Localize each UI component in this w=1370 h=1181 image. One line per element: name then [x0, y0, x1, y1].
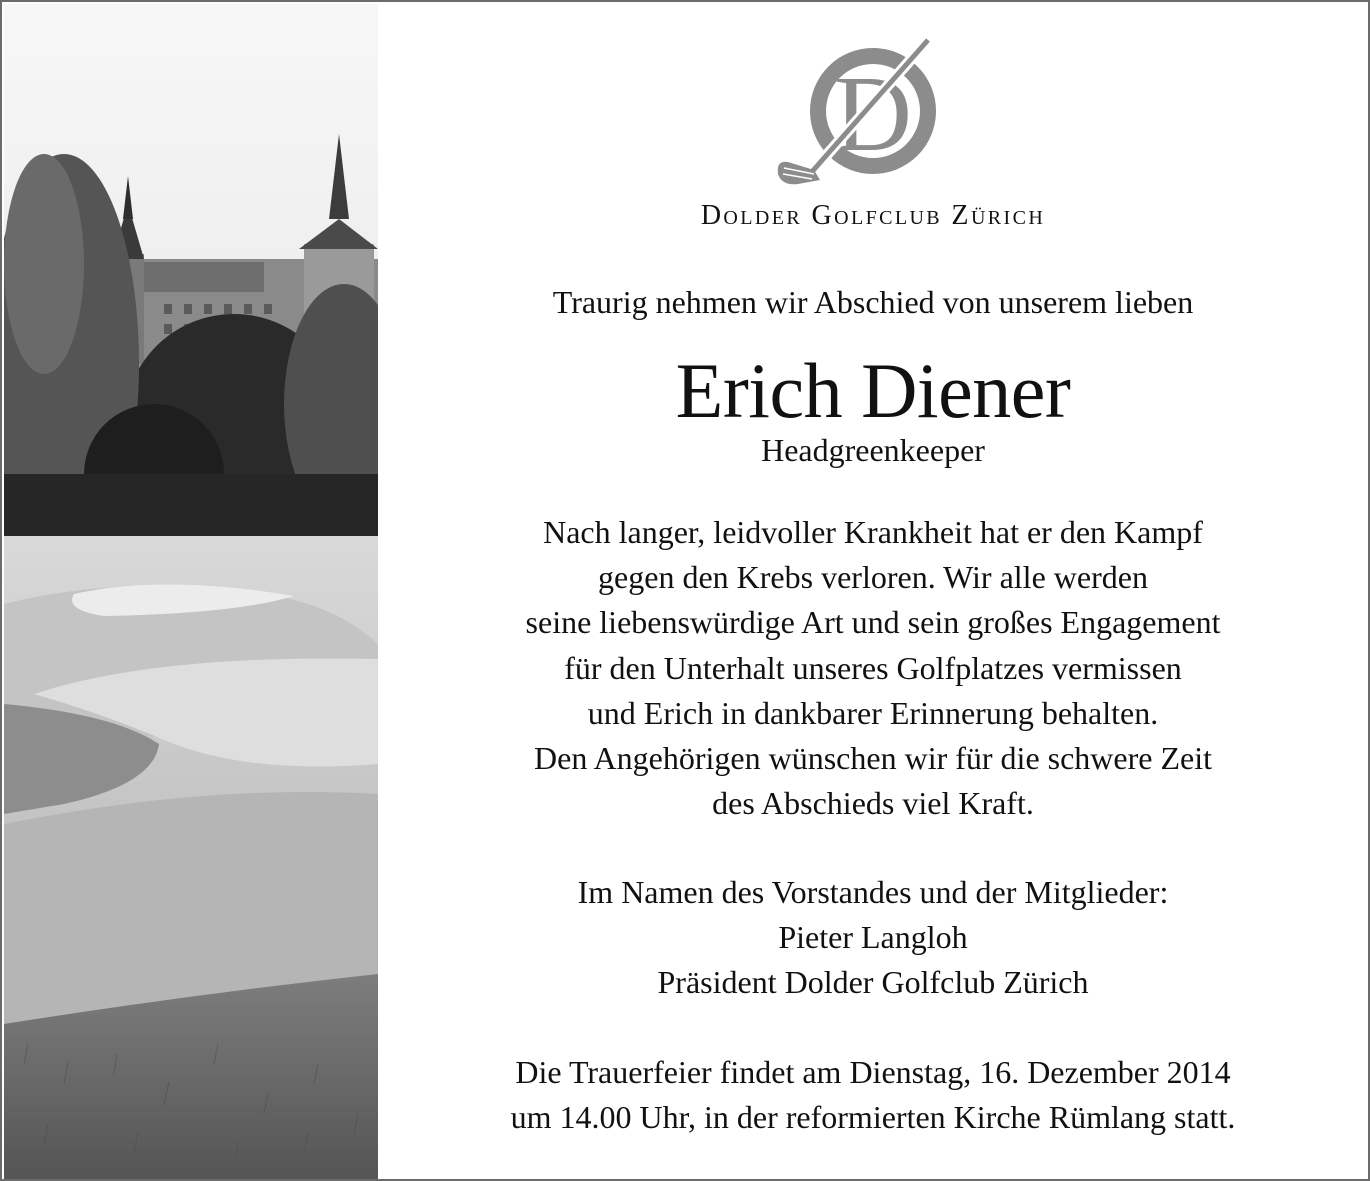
message-line: für den Unterhalt unseres Golfplatzes vermissen [564, 649, 1182, 686]
message-line: des Abschieds viel Kraft. [712, 785, 1034, 822]
funeral-service-info [378, 1050, 1368, 1140]
golf-course-photo [4, 4, 378, 1179]
condolence-message [378, 510, 1368, 826]
service-line: um 14.00 Uhr, in der reformierten Kirche Rümlang statt. [510, 1099, 1236, 1135]
message-line: und Erich in dankbarer Erinnerung behalten. [587, 694, 1159, 731]
logo-letter: D [834, 55, 912, 174]
signature-block [378, 870, 1368, 1005]
signatory-title: Präsident Dolder Golfclub Zürich [657, 964, 1089, 1000]
intro-text: Traurig nehmen wir Abschied von unserem lieben [552, 284, 1194, 320]
deceased-name: Erich Diener [675, 347, 1071, 434]
club-name: Dolder Golfclub Zürich [700, 200, 1046, 231]
message-line: seine liebenswürdige Art und sein großes Engagement [525, 604, 1221, 641]
obituary-content [378, 4, 1368, 1179]
deceased-role: Headgreenkeeper [761, 432, 985, 468]
message-line: gegen den Krebs verloren. Wir alle werden [598, 559, 1148, 596]
service-line: Die Trauerfeier findet am Dienstag, 16. Dezember 2014 [515, 1054, 1231, 1090]
signatory-name: Pieter Langloh [778, 919, 968, 955]
signature-intro: Im Namen des Vorstandes und der Mitglieder: [577, 874, 1169, 910]
golf-club-d-logo [768, 34, 958, 194]
message-line: Den Angehörigen wünschen wir für die schwere Zeit [534, 740, 1212, 777]
message-line: Nach langer, leidvoller Krankheit hat er den Kampf [543, 514, 1203, 550]
